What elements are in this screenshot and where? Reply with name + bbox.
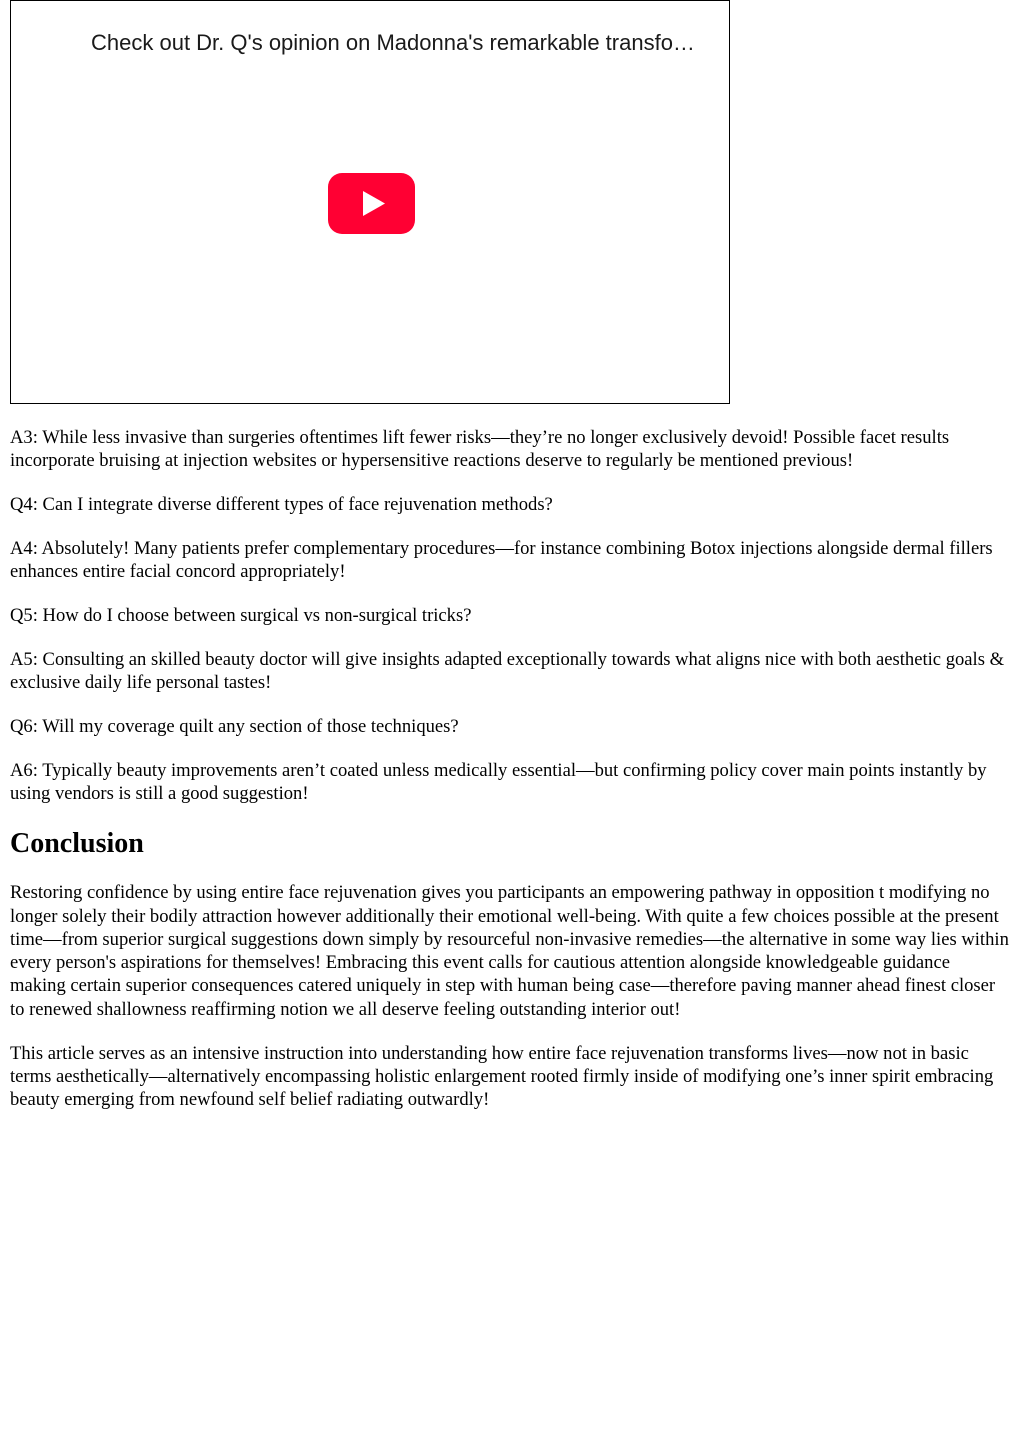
faq-answer-6: A6: Typically beauty improvements aren’t coated unless medically essential—but confirming policy cover main points instantly by using vendors is still a good suggestion! bbox=[10, 759, 987, 804]
faq-question-5: Q5: How do I choose between surgical vs non-surgical tricks? bbox=[10, 604, 472, 626]
conclusion-paragraph: Restoring confidence by using entire face rejuvenation gives you participants an empowering pathway in opposition t modifying no longer solely their bodily attraction however additionally their emotional well-being. With quite a few choices possible at the present time—from superior surgical suggestions down simply by resourceful non-invasive remedies—the alternative in some way lies within every person's aspirations for themselves! Embracing this event calls for cautious attention alongside knowledgeable guidance making certain superior consequences catered uniquely in step with human being case—therefore paving manner ahead finest closer to renewed shallowness reaffirming notion we all deserve feeling outstanding interior out! bbox=[10, 882, 1009, 1020]
youtube-video-embed[interactable] bbox=[10, 0, 730, 404]
play-button[interactable] bbox=[328, 173, 415, 234]
faq-answer-5: A5: Consulting an skilled beauty doctor will give insights adapted exceptionally towards what aligns nice with both aesthetic goals & exclusive daily life personal tastes! bbox=[10, 648, 1005, 694]
article-content bbox=[10, 426, 1010, 1111]
faq-question-4: Q4: Can I integrate diverse different types of face rejuvenation methods? bbox=[10, 494, 553, 516]
conclusion-heading: Conclusion bbox=[10, 828, 144, 860]
faq-answer-3: A3: While less invasive than surgeries oftentimes lift fewer risks—they’re no longer exclusively devoid! Possible facet results incorporate bruising at injection websites or hypersensitive reactions deserve to regularly be mentioned previous! bbox=[10, 427, 950, 472]
faq-answer-4: A4: Absolutely! Many patients prefer complementary procedures—for instance combining Botox injections alongside dermal fillers enhances entire facial concord appropriately! bbox=[10, 537, 993, 583]
article-page bbox=[10, 0, 1010, 1132]
youtube-play-icon bbox=[328, 173, 415, 234]
conclusion-paragraph: This article serves as an intensive instruction into understanding how entire face rejuvenation transforms lives—now not in basic terms aesthetically—alternatively encompassing holistic enlargement rooted firmly inside of modifying one’s inner spirit embracing beauty emerging from newfound self belief radiating outwardly! bbox=[10, 1042, 994, 1111]
faq-question-6: Q6: Will my coverage quilt any section of those techniques? bbox=[10, 715, 459, 737]
video-title[interactable]: Check out Dr. Q's opinion on Madonna's remarkable transfo… bbox=[91, 30, 695, 55]
